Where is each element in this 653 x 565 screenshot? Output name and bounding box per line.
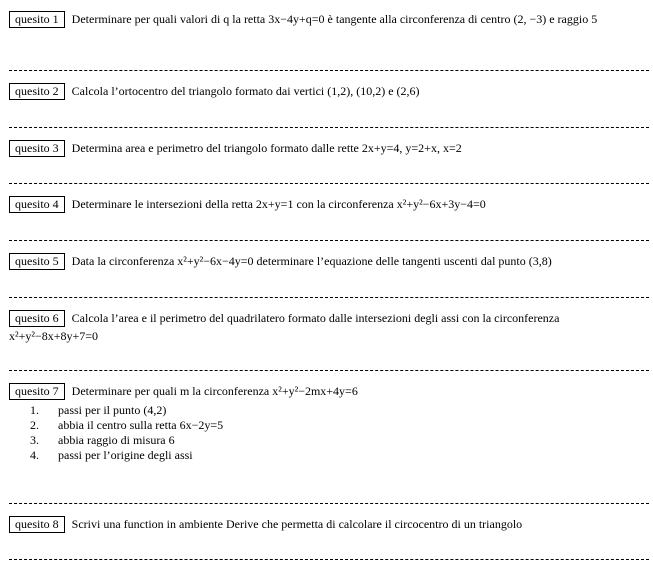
list-text: abbia raggio di misura 6 — [58, 433, 175, 447]
question-text: Determinare le intersezioni della retta 2x+y=1 con la circonferenza x²+y²−6x+3y−4=0 — [71, 197, 486, 211]
question-text: Scrivi una function in ambiente Derive che permetta di calcolare il circocentro di un triangolo — [71, 517, 523, 531]
list-text: passi per l’origine degli assi — [58, 448, 193, 462]
dashed-divider — [9, 370, 649, 371]
question-label: quesito 1 — [9, 11, 65, 28]
question-text: Determinare per quali m la circonferenza x²+y²−2mx+4y=6 — [71, 384, 358, 398]
list-item — [30, 403, 630, 418]
question-3 — [9, 139, 645, 157]
list-text: abbia il centro sulla retta 6x−2y=5 — [58, 418, 224, 432]
dashed-divider — [9, 183, 649, 184]
question-5 — [9, 252, 645, 270]
list-item — [30, 418, 630, 433]
list-text: passi per il punto (4,2) — [58, 403, 167, 417]
list-number: 2. — [30, 418, 39, 432]
list-number: 3. — [30, 433, 39, 447]
question-label: quesito 5 — [9, 253, 65, 270]
dashed-divider — [9, 503, 649, 504]
question-text: Determinare per quali valori di q la retta 3x−4y+q=0 è tangente alla circonferenza di centro (2, −3) e raggio 5 — [71, 12, 598, 26]
question-label: quesito 6 — [9, 310, 65, 327]
question-8 — [9, 515, 645, 533]
list-item — [30, 433, 630, 448]
dashed-divider — [9, 127, 649, 128]
dashed-divider — [9, 240, 649, 241]
question-4 — [9, 195, 645, 213]
dashed-divider — [9, 297, 649, 298]
dashed-divider — [9, 559, 649, 560]
question-label: quesito 3 — [9, 140, 65, 157]
question-text: Calcola l’area e il perimetro del quadrilatero formato dalle intersezioni degli assi con la circonferenza x²+y²−8x+8y+7=0 — [9, 311, 560, 343]
question-6 — [9, 309, 645, 345]
question-1 — [9, 10, 645, 28]
question-label: quesito 7 — [9, 383, 65, 400]
question-2 — [9, 82, 645, 100]
dashed-divider — [9, 70, 649, 71]
numbered-list — [30, 403, 630, 463]
question-label: quesito 4 — [9, 196, 65, 213]
question-text: Data la circonferenza x²+y²−6x−4y=0 determinare l’equazione delle tangenti uscenti dal punto (3,8) — [71, 254, 552, 268]
list-item — [30, 448, 630, 463]
question-text: Determina area e perimetro del triangolo formato dalle rette 2x+y=4, y=2+x, x=2 — [71, 141, 462, 155]
question-text: Calcola l’ortocentro del triangolo formato dai vertici (1,2), (10,2) e (2,6) — [71, 84, 420, 98]
question-7 — [9, 382, 645, 400]
question-label: quesito 8 — [9, 516, 65, 533]
list-number: 4. — [30, 448, 39, 462]
question-label: quesito 2 — [9, 83, 65, 100]
list-number: 1. — [30, 403, 39, 417]
